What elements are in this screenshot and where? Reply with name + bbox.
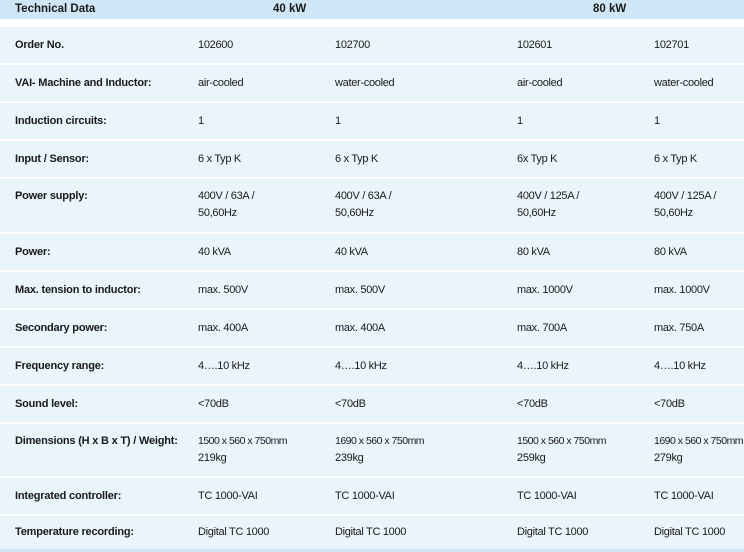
table-cell: 4….10 kHz <box>654 360 706 372</box>
table-cell: 400V / 125A / <box>654 190 717 202</box>
table-cell: 50,60Hz <box>198 207 237 219</box>
header-group-80kw: 80 kW <box>593 3 627 15</box>
table-row <box>0 310 744 346</box>
table-cell: 80 kVA <box>517 246 550 258</box>
table-cell: 400V / 63A / <box>198 190 255 202</box>
table-cell: max. 700A <box>517 322 567 334</box>
table-cell: TC 1000-VAI <box>654 490 714 502</box>
row-label: Induction circuits: <box>15 115 107 127</box>
table-cell: 102700 <box>335 39 370 51</box>
row-label: Order No. <box>15 39 64 51</box>
table-cell: 400V / 125A / <box>517 190 580 202</box>
table-cell: air-cooled <box>517 77 563 89</box>
row-label: Integrated controller: <box>15 490 122 502</box>
table-cell: 1 <box>198 115 204 127</box>
table-cell: 40 kVA <box>335 246 368 258</box>
table-cell: 1690 x 560 x 750mm <box>335 435 425 447</box>
table-cell: 6 x Typ K <box>654 153 697 165</box>
table-cell: TC 1000-VAI <box>198 490 258 502</box>
table-cell: 40 kVA <box>198 246 231 258</box>
table-row <box>0 103 744 139</box>
table-row <box>0 141 744 177</box>
table-cell: 4….10 kHz <box>335 360 387 372</box>
table-cell: air-cooled <box>198 77 244 89</box>
header-label: Technical Data <box>15 3 96 15</box>
table-cell: Digital TC 1000 <box>654 526 726 538</box>
table-row <box>0 424 744 476</box>
table-cell: water-cooled <box>654 77 714 89</box>
table-header <box>0 0 744 19</box>
table-cell: 102600 <box>198 39 233 51</box>
table-cell: 50,60Hz <box>517 207 556 219</box>
row-label: Power supply: <box>15 190 88 202</box>
table-row <box>0 27 744 63</box>
table-cell: TC 1000-VAI <box>517 490 577 502</box>
row-label: Temperature recording: <box>15 526 134 538</box>
table-cell: 1690 x 560 x 750mm <box>654 435 744 447</box>
row-label: Secondary power: <box>15 322 108 334</box>
table-row <box>0 386 744 422</box>
table-cell: 6x Typ K <box>517 153 558 165</box>
table-cell: 279kg <box>654 452 683 464</box>
table-cell: 50,60Hz <box>335 207 374 219</box>
table-row <box>0 348 744 384</box>
header-group-40kw: 40 kW <box>273 3 307 15</box>
table-cell: water-cooled <box>335 77 395 89</box>
table-cell: TC 1000-VAI <box>335 490 395 502</box>
table-cell: 1500 x 560 x 750mm <box>198 435 288 447</box>
table-cell: max. 400A <box>198 322 248 334</box>
table-cell: 6 x Typ K <box>198 153 241 165</box>
table-cell: 219kg <box>198 452 227 464</box>
table-cell: 1 <box>335 115 341 127</box>
table-cell: 102601 <box>517 39 552 51</box>
table-cell: 1 <box>654 115 660 127</box>
row-label: Max. tension to inductor: <box>15 284 141 296</box>
table-cell: <70dB <box>335 398 366 410</box>
table-cell: 1500 x 560 x 750mm <box>517 435 607 447</box>
table-row <box>0 516 744 549</box>
table-cell: max. 500V <box>198 284 248 296</box>
table-cell: 50,60Hz <box>654 207 693 219</box>
table-cell: <70dB <box>198 398 229 410</box>
row-label: VAI- Machine and Inductor: <box>15 77 152 89</box>
table-cell: max. 400A <box>335 322 385 334</box>
table-cell: 6 x Typ K <box>335 153 378 165</box>
table-cell: <70dB <box>517 398 548 410</box>
table-cell: 4….10 kHz <box>517 360 569 372</box>
table-row <box>0 272 744 308</box>
row-label: Input / Sensor: <box>15 153 90 165</box>
table-row <box>0 478 744 514</box>
table-row <box>0 179 744 232</box>
table-cell: Digital TC 1000 <box>335 526 407 538</box>
row-label: Dimensions (H x B x T) / Weight: <box>15 435 178 447</box>
table-cell: Digital TC 1000 <box>517 526 589 538</box>
table-cell: Digital TC 1000 <box>198 526 270 538</box>
table-cell: 239kg <box>335 452 364 464</box>
table-cell: 400V / 63A / <box>335 190 392 202</box>
row-label: Power: <box>15 246 51 258</box>
row-label: Frequency range: <box>15 360 105 372</box>
table-cell: 4….10 kHz <box>198 360 250 372</box>
table-row <box>0 234 744 270</box>
row-label: Sound level: <box>15 398 78 410</box>
table-cell: max. 1000V <box>517 284 573 296</box>
table-cell: max. 1000V <box>654 284 710 296</box>
table-cell: 80 kVA <box>654 246 687 258</box>
table-cell: 259kg <box>517 452 546 464</box>
table-cell: max. 750A <box>654 322 704 334</box>
table-cell: max. 500V <box>335 284 385 296</box>
table-cell: <70dB <box>654 398 685 410</box>
table-cell: 102701 <box>654 39 689 51</box>
table-row <box>0 65 744 101</box>
table-cell: 1 <box>517 115 523 127</box>
